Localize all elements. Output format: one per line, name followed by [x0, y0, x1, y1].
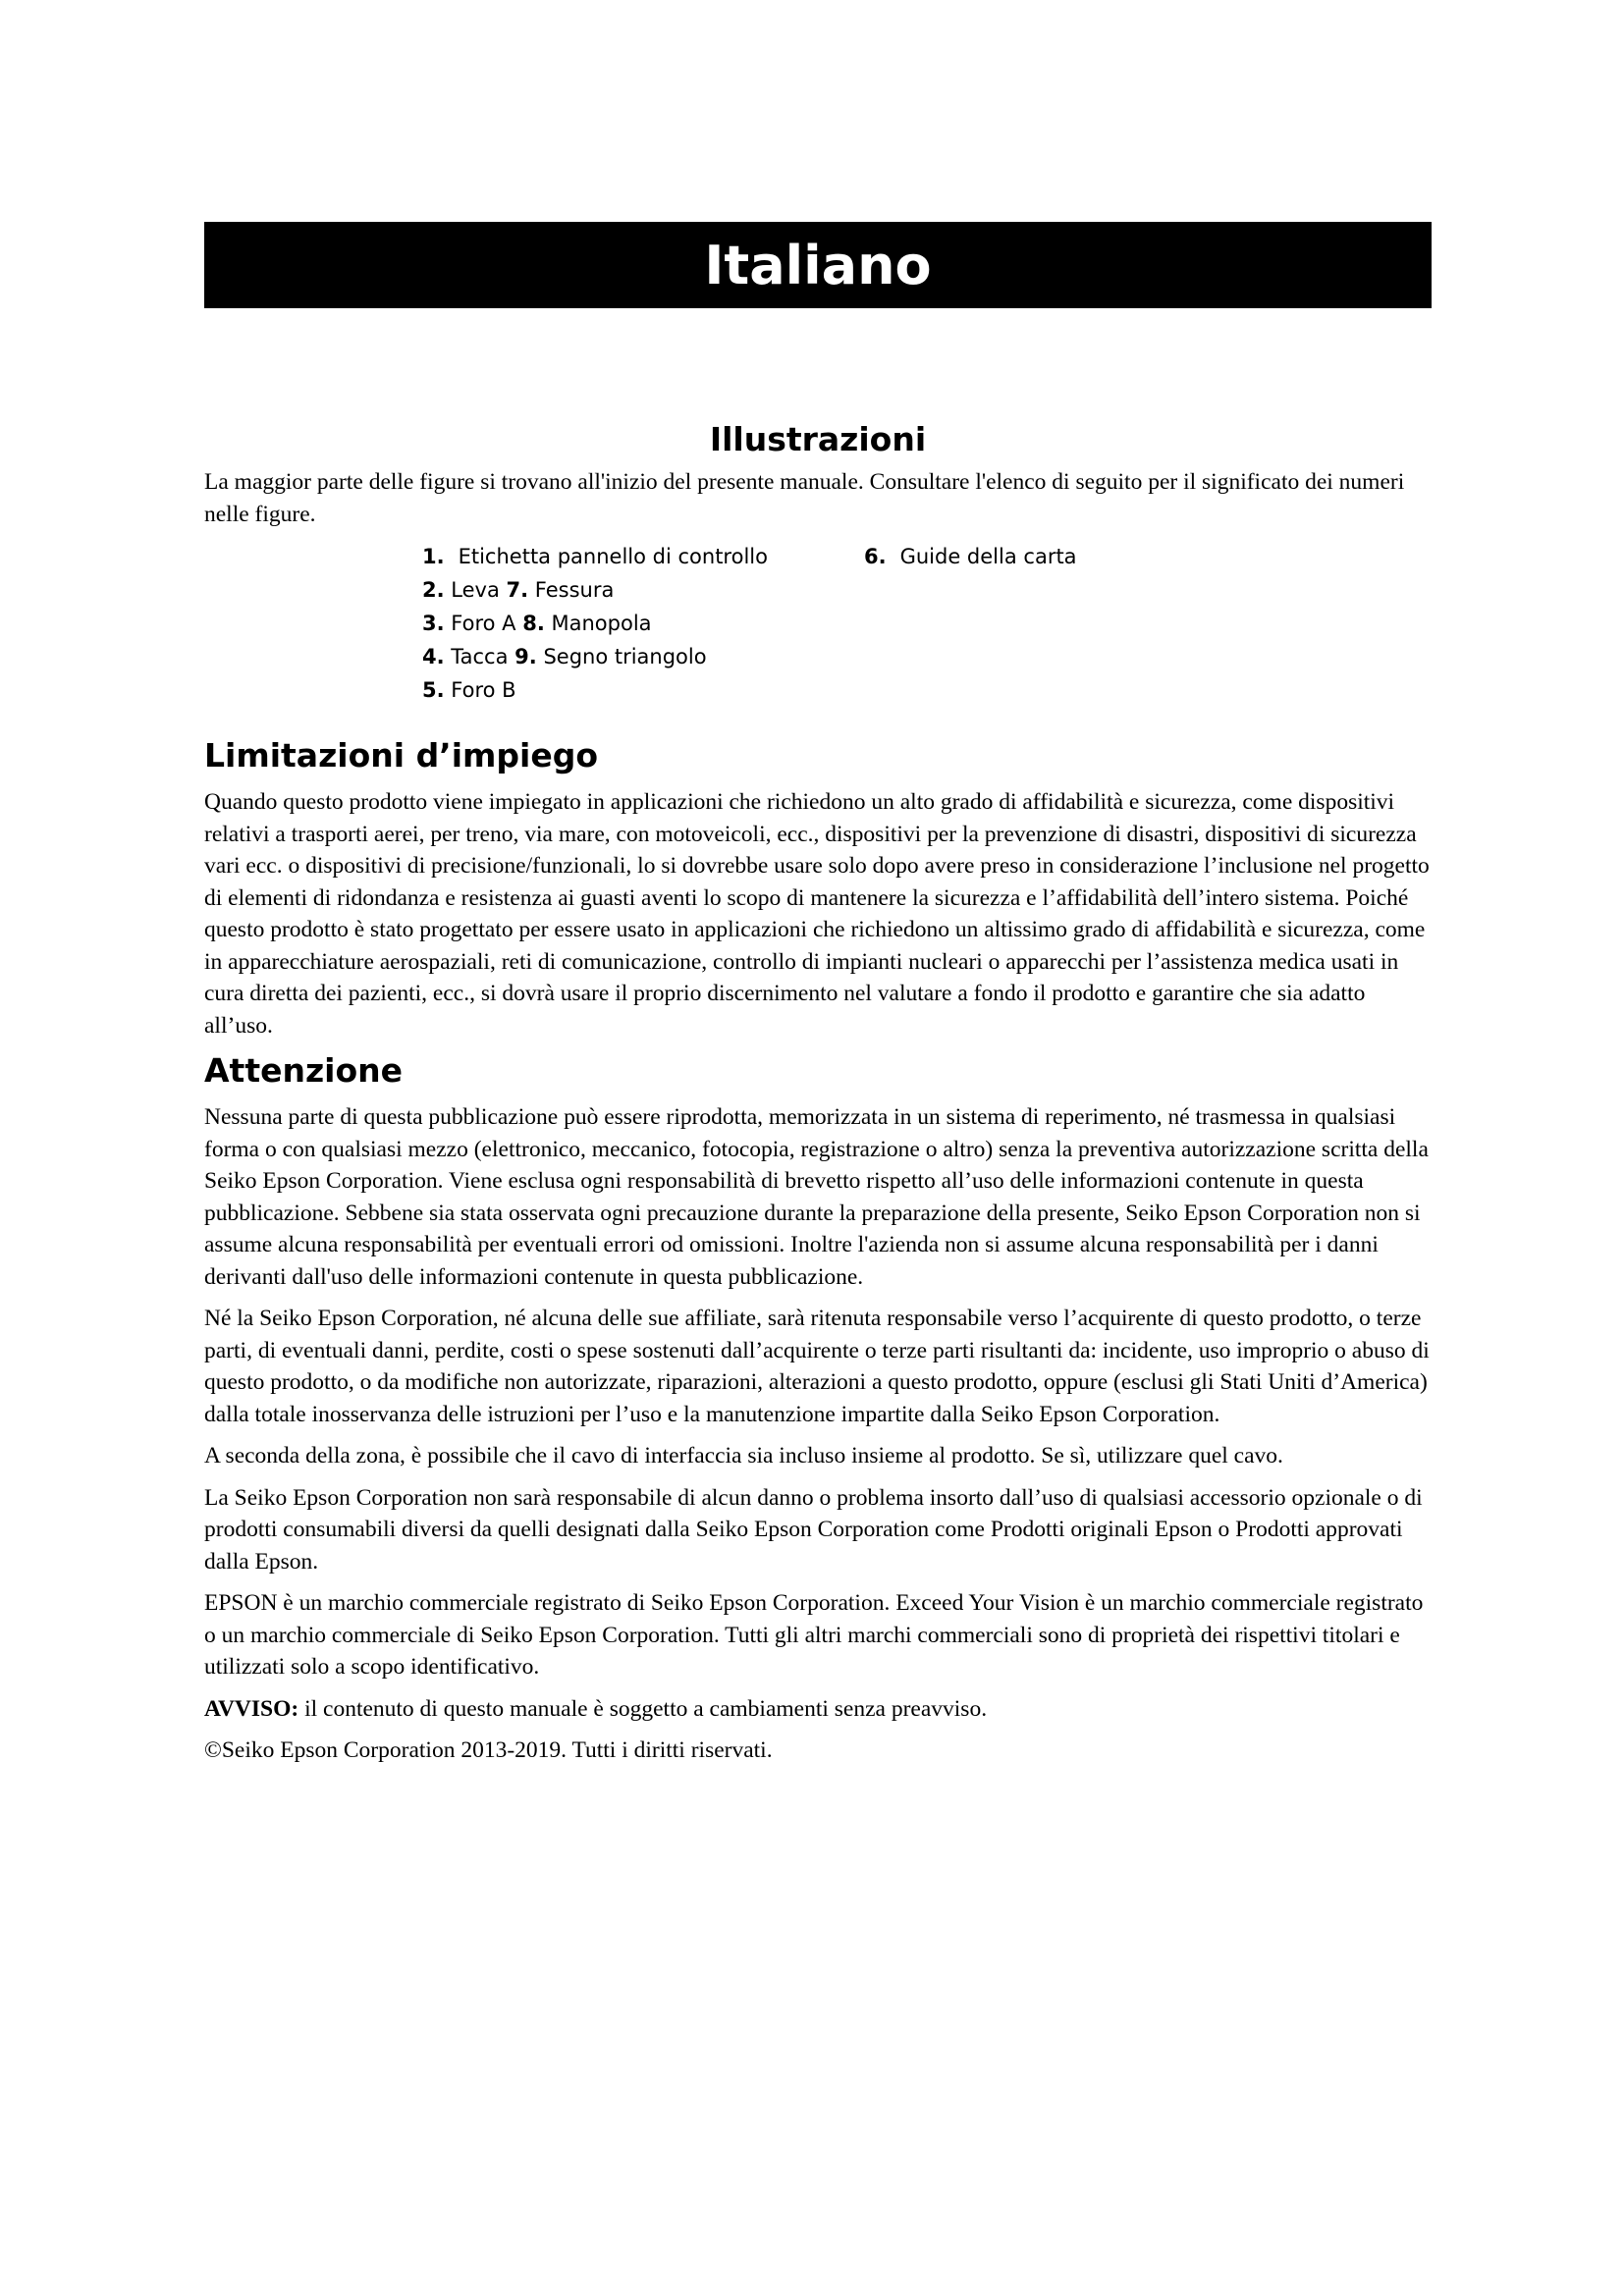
attenzione-paragraph-2: Né la Seiko Epson Corporation, né alcuna delle sue affiliate, sarà ritenuta responsabile verso l’acquirente di questo prodotto, o terze parti, di eventuali danni, perdite, costi o spese sostenuti dall’acquirente o terze parti risultanti da: incidente, uso improprio o abuso di questo prodotto, o da modifiche non autorizzate, riparazioni, alterazioni a questo prodotto, oppure (esclusi gli Stati Uniti d’America) dalla totale inosservanza delle istruzioni per l’uso e la manutenzione impartite dalla Seiko Epson Corporation.: [204, 1306, 1430, 1427]
legend-number: 4.: [422, 645, 445, 668]
limitazioni-heading: Limitazioni d’impiego: [204, 736, 599, 774]
legend-number: 6.: [864, 545, 887, 568]
legend-number: 5.: [422, 678, 445, 702]
legend-number: 2.: [422, 578, 445, 602]
document-body: [204, 420, 1432, 1777]
language-banner: [204, 222, 1432, 308]
limitazioni-paragraph: Quando questo prodotto viene impiegato in applicazioni che richiedono un alto grado di affidabilità e sicurezza, come dispositivi relativi a trasporti aerei, per treno, via mare, con motoveicoli, ecc., dispositivi per la prevenzione di disastri, dispositivi di sicurezza vari ecc. o dispositivi di precisione/funzionali, lo si dovrebbe usare solo dopo avere preso in considerazione l’inclusione nel progetto di elementi di ridondanza e resistenza ai guasti aventi lo scopo di mantenere la sicurezza e l’affidabilità dell’intero sistema. Poiché questo prodotto è stato progettato per essere usato in applicazioni che richiedono un altissimo grado di affidabilità e sicurezza, come in apparecchiature aerospaziali, reti di comunicazione, controllo di impianti nucleari o apparecchi per l’assistenza medica usati in cura diretta dei pazienti, ecc., si dovrà usare il proprio discernimento nel valutare a fondo il prodotto e garantire che sia adatto all’uso.: [204, 789, 1430, 1039]
legend-number: 8.: [522, 612, 545, 635]
legend-row: [422, 673, 1432, 707]
legend-row: [422, 573, 1432, 607]
attenzione-paragraph-5: EPSON è un marchio commerciale registrato di Seiko Epson Corporation. Exceed Your Vision è un marchio commerciale registrato o un marchio commerciale di Seiko Epson Corporation. Tutti gli altri marchi commerciali sono di proprietà dei rispettivi titolari e utilizzati solo a scopo identificativo.: [204, 1590, 1424, 1680]
copyright-line: ©Seiko Epson Corporation 2013-2019. Tutti i diritti riservati.: [204, 1737, 773, 1763]
legend-number: 7.: [506, 578, 529, 602]
legend-row: [422, 607, 1432, 640]
legend-number: 1.: [422, 545, 445, 568]
figure-legend: [422, 540, 1432, 707]
notice-text: il contenuto di questo manuale è soggetto a cambiamenti senza preavviso.: [298, 1695, 988, 1722]
legend-label: Etichetta pannello di controllo: [458, 545, 768, 568]
legend-row: [422, 540, 1432, 573]
legend-label: Segno triangolo: [543, 645, 707, 668]
legend-number: 3.: [422, 612, 445, 635]
attenzione-paragraph-3: A seconda della zona, è possibile che il cavo di interfaccia sia incluso insieme al prodotto. Se sì, utilizzare quel cavo.: [204, 1443, 1283, 1468]
legend-label: Foro A: [451, 612, 516, 635]
legend-label: Guide della carta: [899, 545, 1077, 568]
legend-label: Leva: [451, 578, 500, 602]
illustrazioni-intro: La maggior parte delle figure si trovano all'inizio del presente manuale. Consultare l'elenco di seguito per il significato dei numeri nelle figure.: [204, 469, 1405, 527]
notice-paragraph: [204, 1693, 1432, 1726]
attenzione-paragraph-1: Nessuna parte di questa pubblicazione può essere riprodotta, memorizzata in un sistema di reperimento, né trasmessa in qualsiasi forma o con qualsiasi mezzo (elettronico, meccanico, fotocopia, registrazione o altro) senza la preventiva autorizzazione scritta della Seiko Epson Corporation. Viene esclusa ogni responsabilità di brevetto rispetto all’uso delle informazioni contenute in questa pubblicazione. Sebbene sia stata osservata ogni precauzione durante la preparazione della presente, Seiko Epson Corporation non si assume alcuna responsabilità per eventuali errori od omissioni. Inoltre l'azienda non si assume alcuna responsabilità per i danni derivanti dall'uso delle informazioni contenute in questa pubblicazione.: [204, 1104, 1429, 1290]
legend-label: Tacca: [451, 645, 509, 668]
legend-label: Foro B: [451, 678, 516, 702]
legend-row: [422, 640, 1432, 673]
attenzione-heading: Attenzione: [204, 1051, 404, 1090]
illustrazioni-heading: Illustrazioni: [709, 420, 927, 458]
attenzione-paragraph-4: La Seiko Epson Corporation non sarà responsabile di alcun danno o problema insorto dall’uso di qualsiasi accessorio opzionale o di prodotti consumabili diversi da quelli designati dalla Seiko Epson Corporation come Prodotti originali Epson o Prodotti approvati dalla Epson.: [204, 1484, 1423, 1575]
language-title: Italiano: [704, 234, 932, 296]
legend-number: 9.: [514, 645, 537, 668]
legend-label: Manopola: [551, 612, 652, 635]
legend-label: Fessura: [534, 578, 615, 602]
notice-label: AVVISO:: [204, 1695, 299, 1722]
